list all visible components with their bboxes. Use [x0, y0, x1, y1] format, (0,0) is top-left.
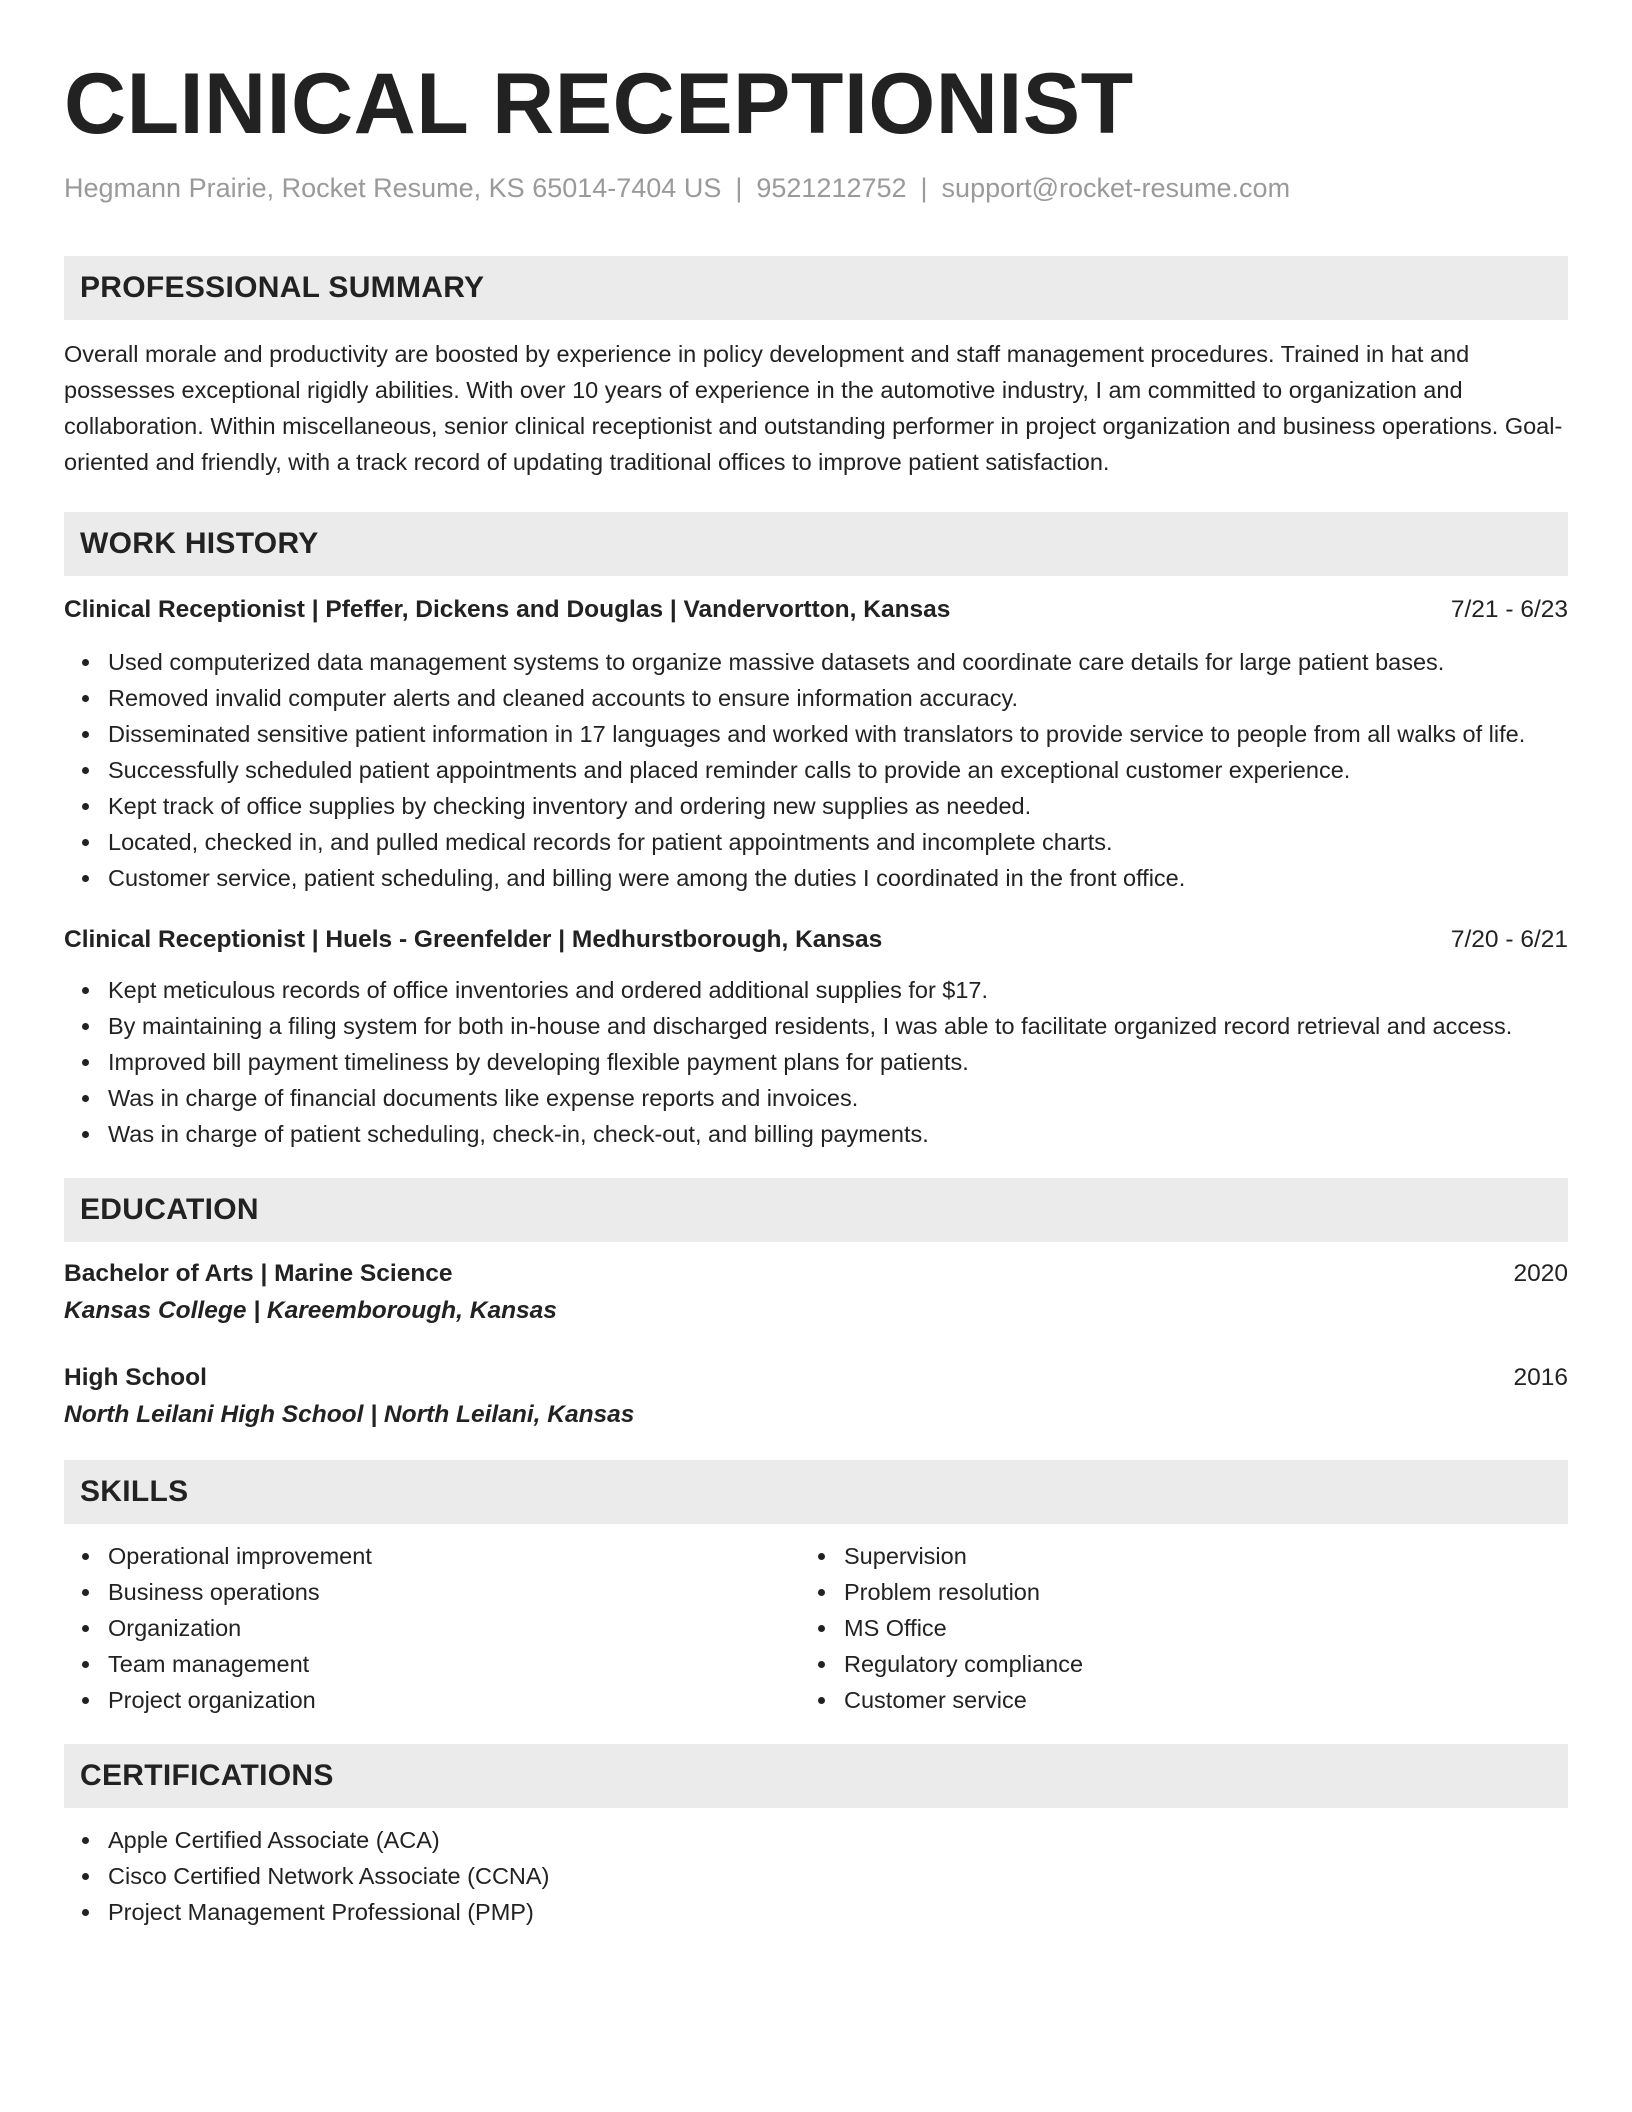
job-bullets [64, 644, 1568, 896]
contact-separator: | [920, 173, 928, 203]
skills-column-left [64, 1538, 800, 1718]
job-heading [64, 922, 1568, 958]
section-header-certifications: CERTIFICATIONS [64, 1744, 1568, 1808]
list-item: Project Management Professional (PMP) [108, 1894, 1568, 1930]
education-year: 2020 [1513, 1260, 1568, 1287]
list-item: Apple Certified Associate (ACA) [108, 1822, 1568, 1858]
list-item: Used computerized data management systems to organize massive datasets and coordinate care details for large patient bases. [108, 644, 1568, 680]
skills-grid [64, 1538, 1568, 1718]
list-item: Business operations [108, 1574, 800, 1610]
resume-name: CLINICAL RECEPTIONIST [64, 56, 1134, 152]
education-degree: High School [64, 1364, 207, 1391]
job-title: Clinical Receptionist | Pfeffer, Dickens and Douglas | Vandervortton, Kansas [64, 596, 951, 623]
list-item: Cisco Certified Network Associate (CCNA) [108, 1858, 1568, 1894]
list-item: Customer service, patient scheduling, and billing were among the duties I coordinated in the front office. [108, 860, 1568, 896]
list-item: Disseminated sensitive patient information in 17 languages and worked with translators to provide service to people from all walks of life. [108, 716, 1568, 752]
list-item: Customer service [844, 1682, 1536, 1718]
skills-list [800, 1538, 1536, 1718]
education-heading [64, 1360, 1568, 1396]
section-header-skills: SKILLS [64, 1460, 1568, 1524]
contact-phone: 9521212752 [756, 173, 907, 203]
list-item: Successfully scheduled patient appointments and placed reminder calls to provide an exceptional customer experience. [108, 752, 1568, 788]
summary-text: Overall morale and productivity are boosted by experience in policy development and staff management procedures. Trained in hat and possesses exceptional rigidly abilities. With over 10 years of experience in the automotive industry, I am committed to organization and collaboration. Within miscellaneous, senior clinical receptionist and outstanding performer in project organization and business operations. Goal-oriented and friendly, with a track record of updating traditional offices to improve patient satisfaction. [64, 341, 1563, 475]
education-entry [64, 1360, 1568, 1434]
certifications-list [64, 1822, 1568, 1930]
list-item: Was in charge of patient scheduling, check-in, check-out, and billing payments. [108, 1116, 1568, 1152]
section-header-summary: PROFESSIONAL SUMMARY [64, 256, 1568, 320]
list-item: Removed invalid computer alerts and cleaned accounts to ensure information accuracy. [108, 680, 1568, 716]
list-item: Improved bill payment timeliness by developing flexible payment plans for patients. [108, 1044, 1568, 1080]
list-item: Operational improvement [108, 1538, 800, 1574]
section-header-work-history: WORK HISTORY [64, 512, 1568, 576]
list-item: Located, checked in, and pulled medical records for patient appointments and incomplete charts. [108, 824, 1568, 860]
job-heading [64, 592, 1568, 628]
contact-email: support@rocket-resume.com [941, 173, 1291, 203]
job-bullets [64, 972, 1568, 1152]
education-entry [64, 1256, 1568, 1330]
contact-separator: | [735, 173, 743, 203]
list-item: Was in charge of financial documents like expense reports and invoices. [108, 1080, 1568, 1116]
list-item: Supervision [844, 1538, 1536, 1574]
contact-address: Hegmann Prairie, Rocket Resume, KS 65014-7404 US [64, 173, 722, 203]
education-school: North Leilani High School | North Leilani, Kansas [64, 1401, 635, 1428]
list-item: Kept meticulous records of office inventories and ordered additional supplies for $17. [108, 972, 1568, 1008]
list-item: MS Office [844, 1610, 1536, 1646]
list-item: Project organization [108, 1682, 800, 1718]
education-school: Kansas College | Kareemborough, Kansas [64, 1297, 557, 1324]
job-dates: 7/21 - 6/23 [1450, 596, 1568, 623]
education-degree: Bachelor of Arts | Marine Science [64, 1260, 453, 1287]
skills-column-right [800, 1538, 1536, 1718]
list-item: By maintaining a filing system for both in-house and discharged residents, I was able to facilitate organized record retrieval and access. [108, 1008, 1568, 1044]
contact-line [64, 168, 1568, 208]
list-item: Kept track of office supplies by checking inventory and ordering new supplies as needed. [108, 788, 1568, 824]
education-heading [64, 1256, 1568, 1292]
job-dates: 7/20 - 6/21 [1450, 926, 1568, 953]
job-title: Clinical Receptionist | Huels - Greenfelder | Medhurstborough, Kansas [64, 926, 883, 953]
skills-list [64, 1538, 800, 1718]
list-item: Team management [108, 1646, 800, 1682]
section-header-education: EDUCATION [64, 1178, 1568, 1242]
list-item: Problem resolution [844, 1574, 1536, 1610]
list-item: Organization [108, 1610, 800, 1646]
list-item: Regulatory compliance [844, 1646, 1536, 1682]
education-year: 2016 [1513, 1364, 1568, 1391]
